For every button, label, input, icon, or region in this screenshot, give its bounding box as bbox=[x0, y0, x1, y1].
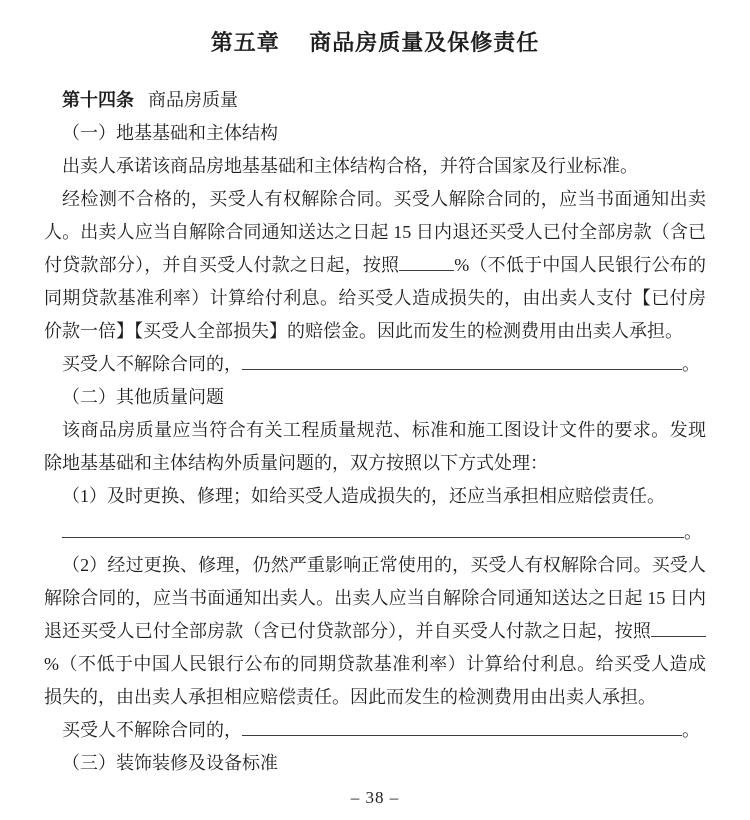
section1-no-termination-period: 。 bbox=[682, 354, 700, 374]
section1-heading: （一）地基基础和主体结构 bbox=[62, 123, 278, 143]
chapter-title: 第五章 商品房质量及保修责任 bbox=[210, 30, 540, 55]
section1-para-commitment: 出卖人承诺该商品房地基基础和主体结构合格，并符合国家及行业标准。 bbox=[62, 156, 638, 176]
section1-text-after-rate-blank: %（不低于中国人民银行公布的同期贷款基准利率）计算给付利息。给买受人造成损失的，由出卖人支付【已付房价款一倍】【买受人全部损失】的赔偿金。因此而发生的检测费用由出卖人承担。 bbox=[44, 255, 707, 341]
section2-para-no-termination bbox=[44, 714, 706, 747]
section2-no-termination-period: 。 bbox=[682, 720, 700, 740]
fill-blank-no-termination-2 bbox=[242, 721, 682, 736]
section2-para-quality-standard: 该商品房质量应当符合有关工程质量规范、标准和施工图设计文件的要求。发现除地基基础和主体结构外质量问题的，双方按照以下方式处理： bbox=[44, 420, 706, 473]
section2-item1-fill-row bbox=[44, 516, 706, 549]
fill-blank-interest-rate-1 bbox=[399, 256, 454, 271]
section2-item1-repair: （1）及时更换、修理；如给买受人造成损失的，还应当承担相应赔偿责任。 bbox=[62, 486, 665, 506]
section2-heading: （二）其他质量问题 bbox=[62, 387, 224, 407]
section2-text-before-rate-blank: （2）经过更换、修理，仍然严重影响正常使用的，买受人有权解除合同。买受人解除合同的，应当书面通知出卖人。出卖人应当自解除合同通知送达之日起 15 日内退还买受人已付全部房款（含已付贷款部分），并自买受人付款之日起，按照 bbox=[44, 555, 706, 641]
article-heading bbox=[44, 84, 706, 117]
article-number: 第十四条 bbox=[62, 90, 134, 110]
page-number: – 38 – bbox=[350, 788, 400, 807]
section2-item1-fill-period: 。 bbox=[684, 522, 702, 542]
section1-no-termination-label: 买受人不解除合同的， bbox=[62, 354, 242, 374]
section1-para-inspection-failure bbox=[44, 183, 706, 348]
section2-no-termination-label: 买受人不解除合同的， bbox=[62, 720, 242, 740]
section1-para-no-termination bbox=[44, 348, 706, 381]
section1-text-before-rate-blank: 经检测不合格的，买受人有权解除合同。买受人解除合同的，应当书面通知出卖人。出卖人应当自解除合同通知送达之日起 15 日内退还买受人已付全部房款（含已付贷款部分），并自买受人付款之日起，按照 bbox=[44, 189, 706, 275]
document-body bbox=[44, 84, 706, 780]
article-title: 商品房质量 bbox=[148, 90, 238, 110]
section2-text-after-rate-blank: %（不低于中国人民银行公布的同期贷款基准利率）计算给付利息。给买受人造成损失的，由出卖人承担相应赔偿责任。因此而发生的检测费用由出卖人承担。 bbox=[44, 654, 706, 707]
section2-item2-termination bbox=[44, 549, 706, 714]
section3-heading: （三）装饰装修及设备标准 bbox=[62, 753, 278, 773]
fill-blank-interest-rate-2 bbox=[651, 622, 706, 637]
fill-blank-no-termination-1 bbox=[242, 355, 682, 370]
fill-blank-item1-consequence bbox=[62, 523, 684, 538]
